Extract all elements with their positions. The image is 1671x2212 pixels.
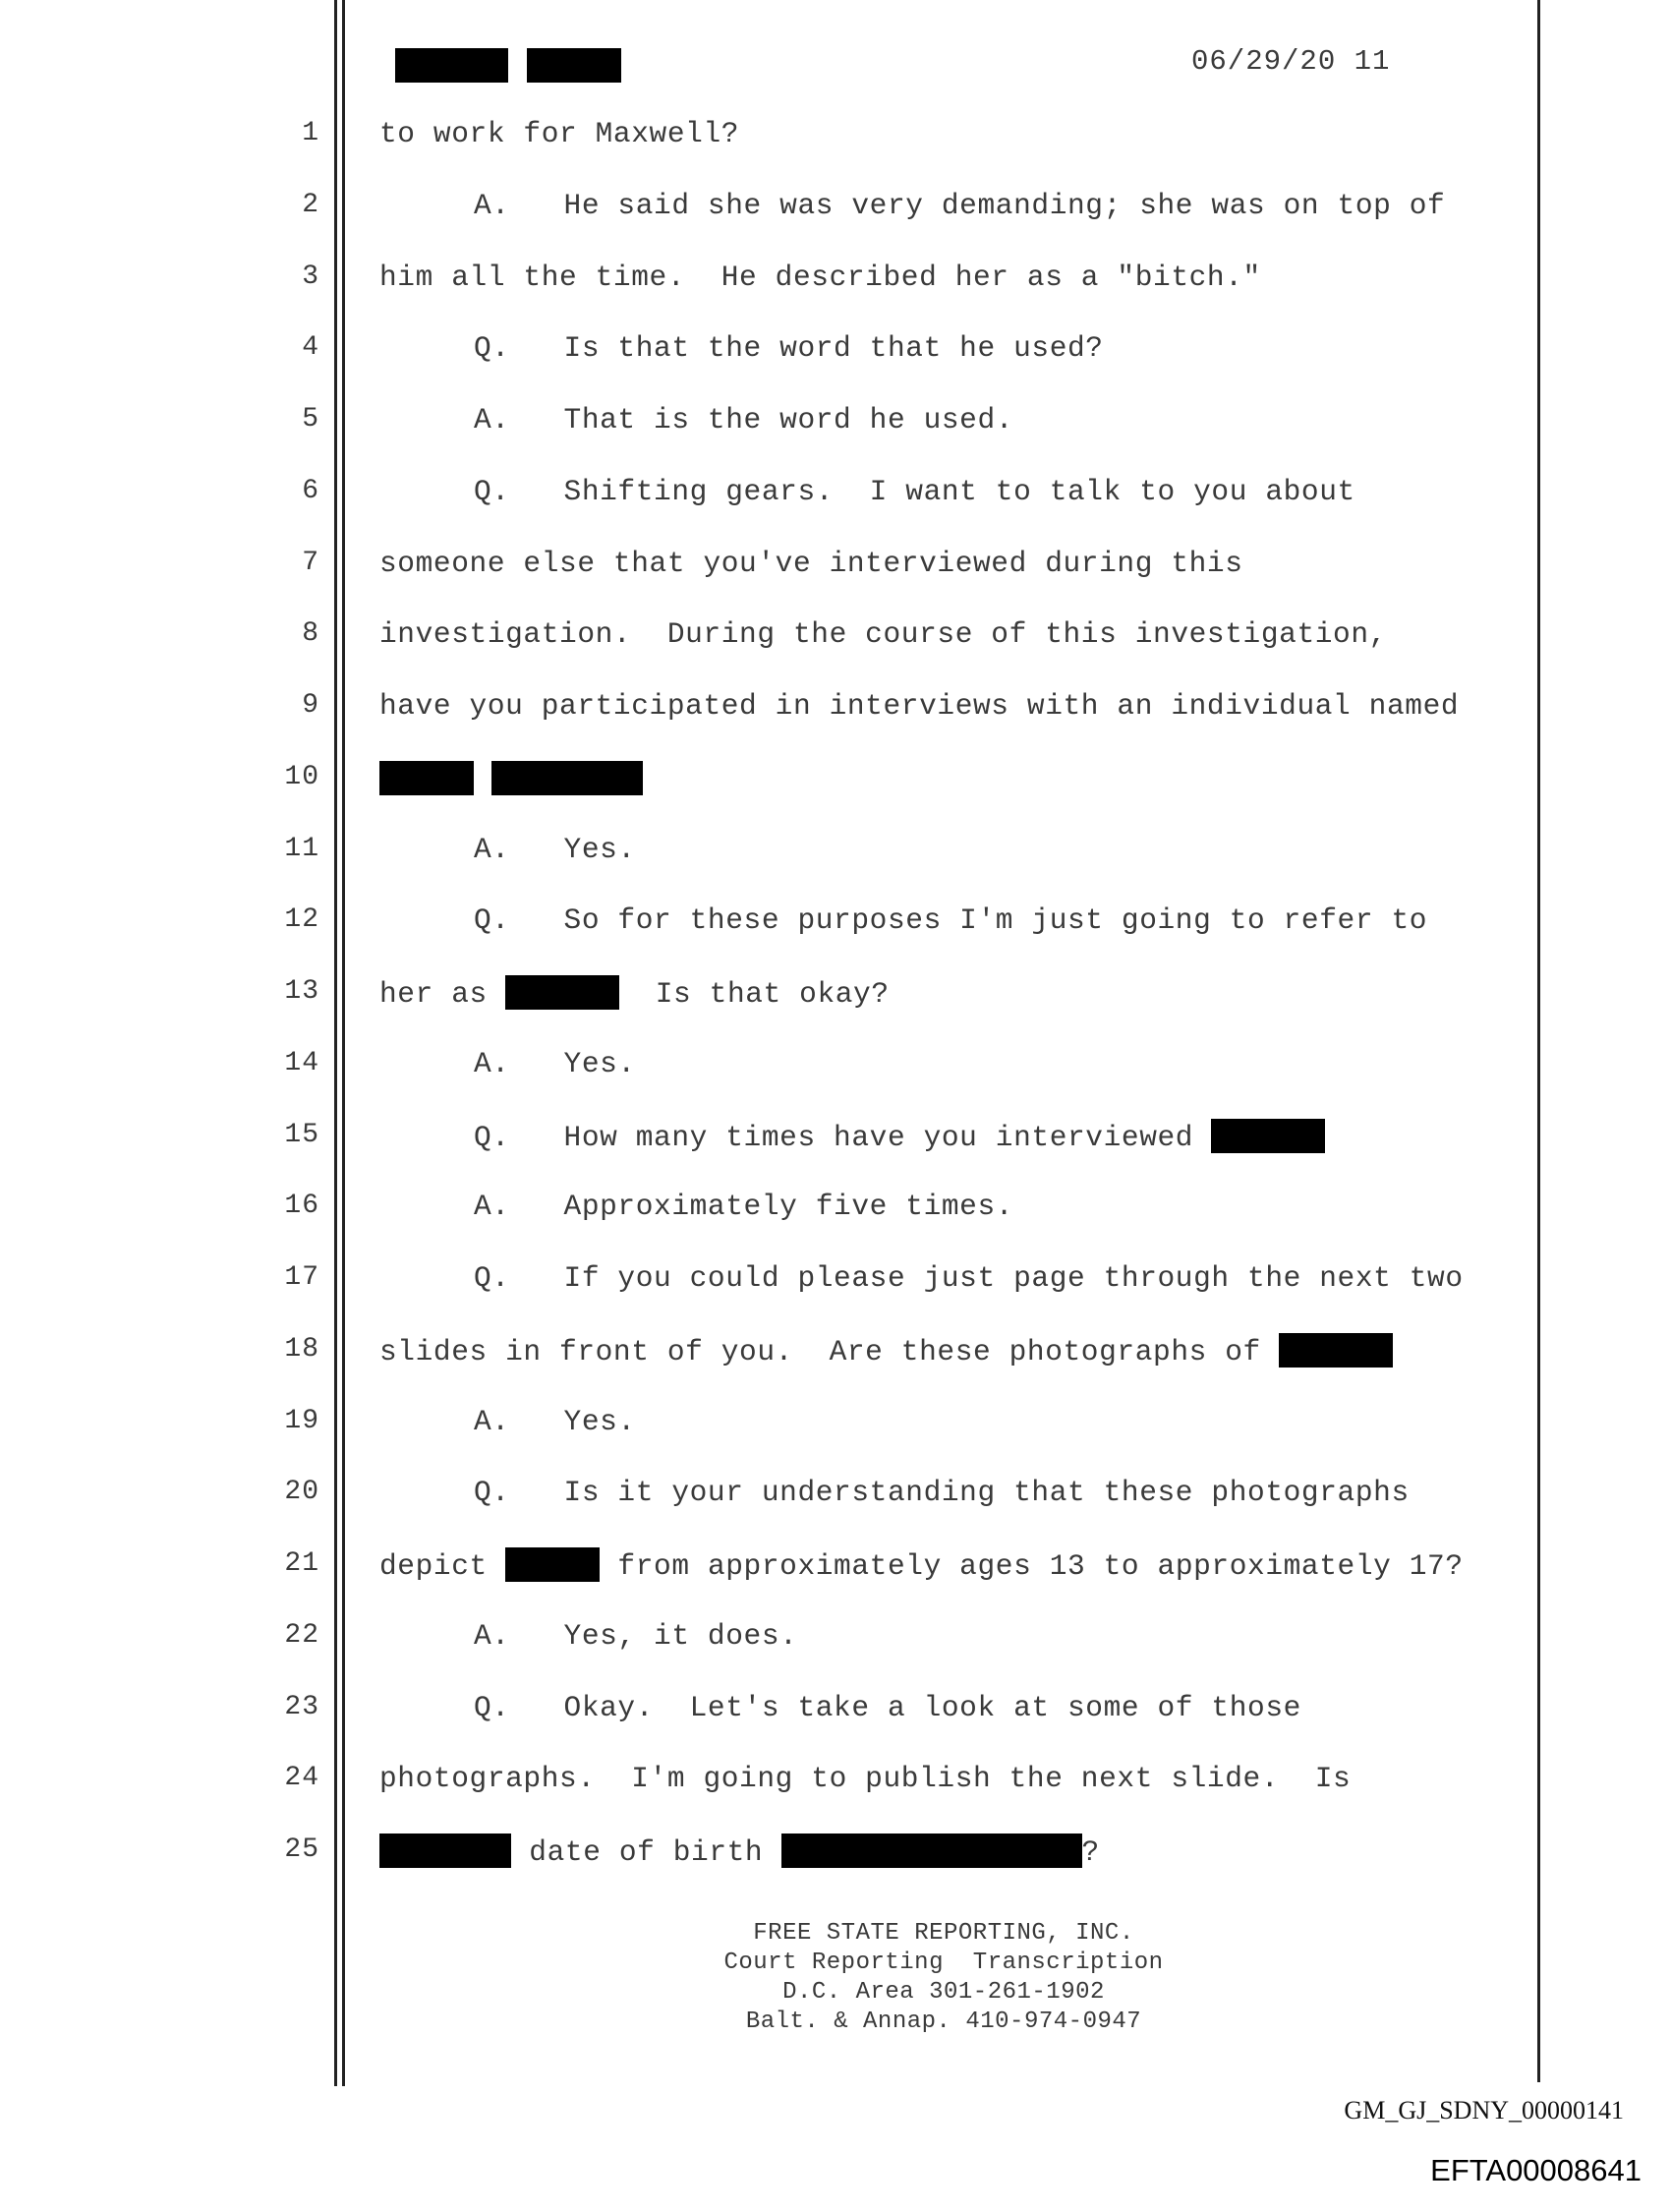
line-number: 11 bbox=[284, 834, 319, 864]
line-text-segment: Q. Is that the word that he used? bbox=[474, 331, 1104, 365]
line-text-segment: photographs. I'm going to publish the next slide. Is bbox=[379, 1762, 1352, 1795]
line-text-segment: A. Yes. bbox=[474, 1047, 636, 1080]
footer-balt-phone: Balt. & Annap. 410-974-0947 bbox=[745, 2008, 1142, 2035]
transcript-line bbox=[379, 1619, 797, 1653]
line-number: 23 bbox=[284, 1692, 319, 1722]
page-header bbox=[1191, 45, 1390, 78]
transcript-line bbox=[379, 1119, 1325, 1154]
redaction-box bbox=[505, 1547, 600, 1582]
transcript-line bbox=[379, 1691, 1301, 1724]
line-number: 15 bbox=[284, 1120, 319, 1150]
line-number: 19 bbox=[284, 1406, 319, 1436]
line-number: 24 bbox=[284, 1763, 319, 1793]
line-number: 2 bbox=[302, 190, 319, 220]
header-redaction-2 bbox=[527, 48, 621, 83]
transcript-line bbox=[379, 547, 1243, 580]
line-text-segment: someone else that you've interviewed during this bbox=[379, 547, 1243, 580]
redaction-box bbox=[1211, 1119, 1325, 1153]
right-margin-rule bbox=[1537, 0, 1540, 2082]
line-text-segment bbox=[474, 763, 491, 796]
line-number: 22 bbox=[284, 1620, 319, 1651]
transcript-line bbox=[379, 1261, 1464, 1295]
line-text-segment: to work for Maxwell? bbox=[379, 117, 740, 150]
bates-number: GM_GJ_SDNY_00000141 bbox=[1344, 2096, 1624, 2125]
line-number: 25 bbox=[284, 1834, 319, 1865]
line-number: 13 bbox=[284, 976, 319, 1007]
redaction-box bbox=[505, 975, 619, 1010]
line-text-segment: date of birth bbox=[511, 1835, 781, 1869]
transcript-line bbox=[379, 1476, 1410, 1509]
line-text-segment: him all the time. He described her as a "bitch." bbox=[379, 261, 1261, 294]
line-number: 20 bbox=[284, 1477, 319, 1507]
line-number: 17 bbox=[284, 1262, 319, 1293]
line-number: 8 bbox=[302, 618, 319, 649]
footer-dc-phone: D.C. Area 301-261-1902 bbox=[782, 1979, 1105, 2006]
transcript-line bbox=[379, 475, 1355, 508]
efta-number: EFTA00008641 bbox=[1430, 2153, 1642, 2187]
line-number: 12 bbox=[284, 904, 319, 935]
reporter-footer bbox=[570, 1919, 1317, 2037]
transcript-line bbox=[379, 975, 890, 1011]
transcript-line bbox=[379, 903, 1427, 937]
line-number: 7 bbox=[302, 548, 319, 578]
line-number: 9 bbox=[302, 690, 319, 721]
line-text-segment: from approximately ages 13 to approximately 17? bbox=[600, 1549, 1464, 1583]
line-text-segment: A. He said she was very demanding; she was on top of bbox=[474, 189, 1446, 222]
line-number: 6 bbox=[302, 476, 319, 506]
header-page-number: 11 bbox=[1354, 45, 1391, 78]
transcript-line bbox=[379, 1047, 636, 1080]
line-text-segment: A. Yes, it does. bbox=[474, 1619, 798, 1653]
line-text-segment: slides in front of you. Are these photographs of bbox=[379, 1335, 1280, 1368]
line-text-segment: Q. Shifting gears. I want to talk to you about bbox=[474, 475, 1355, 508]
line-text-segment: A. Yes. bbox=[474, 833, 636, 866]
left-margin-rule-inner bbox=[342, 0, 345, 2086]
line-text-segment: Q. So for these purposes I'm just going to refer to bbox=[474, 903, 1428, 937]
line-number: 16 bbox=[284, 1191, 319, 1221]
line-number: 1 bbox=[302, 118, 319, 148]
line-text-segment: depict bbox=[379, 1549, 506, 1583]
transcript-line bbox=[379, 1405, 636, 1438]
line-text-segment: A. Yes. bbox=[474, 1405, 636, 1438]
transcript-line bbox=[379, 1762, 1351, 1795]
transcript-line bbox=[379, 331, 1104, 365]
line-text-segment: Is that okay? bbox=[619, 977, 890, 1011]
redaction-box bbox=[491, 761, 643, 795]
redaction-box bbox=[1279, 1333, 1393, 1368]
transcript-line bbox=[379, 403, 1013, 437]
line-number: 10 bbox=[284, 762, 319, 792]
line-number: 18 bbox=[284, 1334, 319, 1365]
line-text-segment: her as bbox=[379, 977, 506, 1011]
transcript-line bbox=[379, 833, 636, 866]
line-number: 14 bbox=[284, 1048, 319, 1078]
transcript-line bbox=[379, 1190, 1013, 1223]
footer-service: Court Reporting Transcription bbox=[723, 1950, 1164, 1976]
redaction-box bbox=[379, 1834, 511, 1868]
transcript-line bbox=[379, 761, 643, 796]
line-number: 4 bbox=[302, 332, 319, 363]
redaction-box bbox=[379, 761, 474, 795]
line-text-segment: Q. How many times have you interviewed bbox=[474, 1121, 1212, 1154]
header-date: 06/29/20 bbox=[1191, 45, 1337, 78]
line-text-segment: A. That is the word he used. bbox=[474, 403, 1014, 437]
footer-company: FREE STATE REPORTING, INC. bbox=[753, 1920, 1134, 1947]
line-number: 3 bbox=[302, 262, 319, 292]
transcript-line bbox=[379, 189, 1445, 222]
transcript-line bbox=[379, 689, 1459, 723]
line-text-segment: have you participated in interviews with an individual named bbox=[379, 689, 1460, 723]
redaction-box bbox=[781, 1834, 1082, 1868]
left-margin-rule bbox=[334, 0, 337, 2086]
line-text-segment: Q. If you could please just page through the next two bbox=[474, 1261, 1464, 1295]
transcript-line bbox=[379, 1834, 1100, 1869]
line-text-segment: Q. Is it your understanding that these photographs bbox=[474, 1476, 1410, 1509]
transcript-line bbox=[379, 117, 739, 150]
transcript-line bbox=[379, 1547, 1464, 1583]
line-text-segment: Q. Okay. Let's take a look at some of those bbox=[474, 1691, 1301, 1724]
transcript-line bbox=[379, 1333, 1393, 1368]
transcript-line bbox=[379, 261, 1261, 294]
line-text-segment: ? bbox=[1081, 1835, 1100, 1869]
transcript-line bbox=[379, 617, 1387, 651]
line-text-segment: investigation. During the course of this investigation, bbox=[379, 617, 1387, 651]
header-redaction-1 bbox=[395, 48, 508, 83]
line-number: 5 bbox=[302, 404, 319, 435]
line-number: 21 bbox=[284, 1548, 319, 1579]
line-text-segment: A. Approximately five times. bbox=[474, 1190, 1014, 1223]
